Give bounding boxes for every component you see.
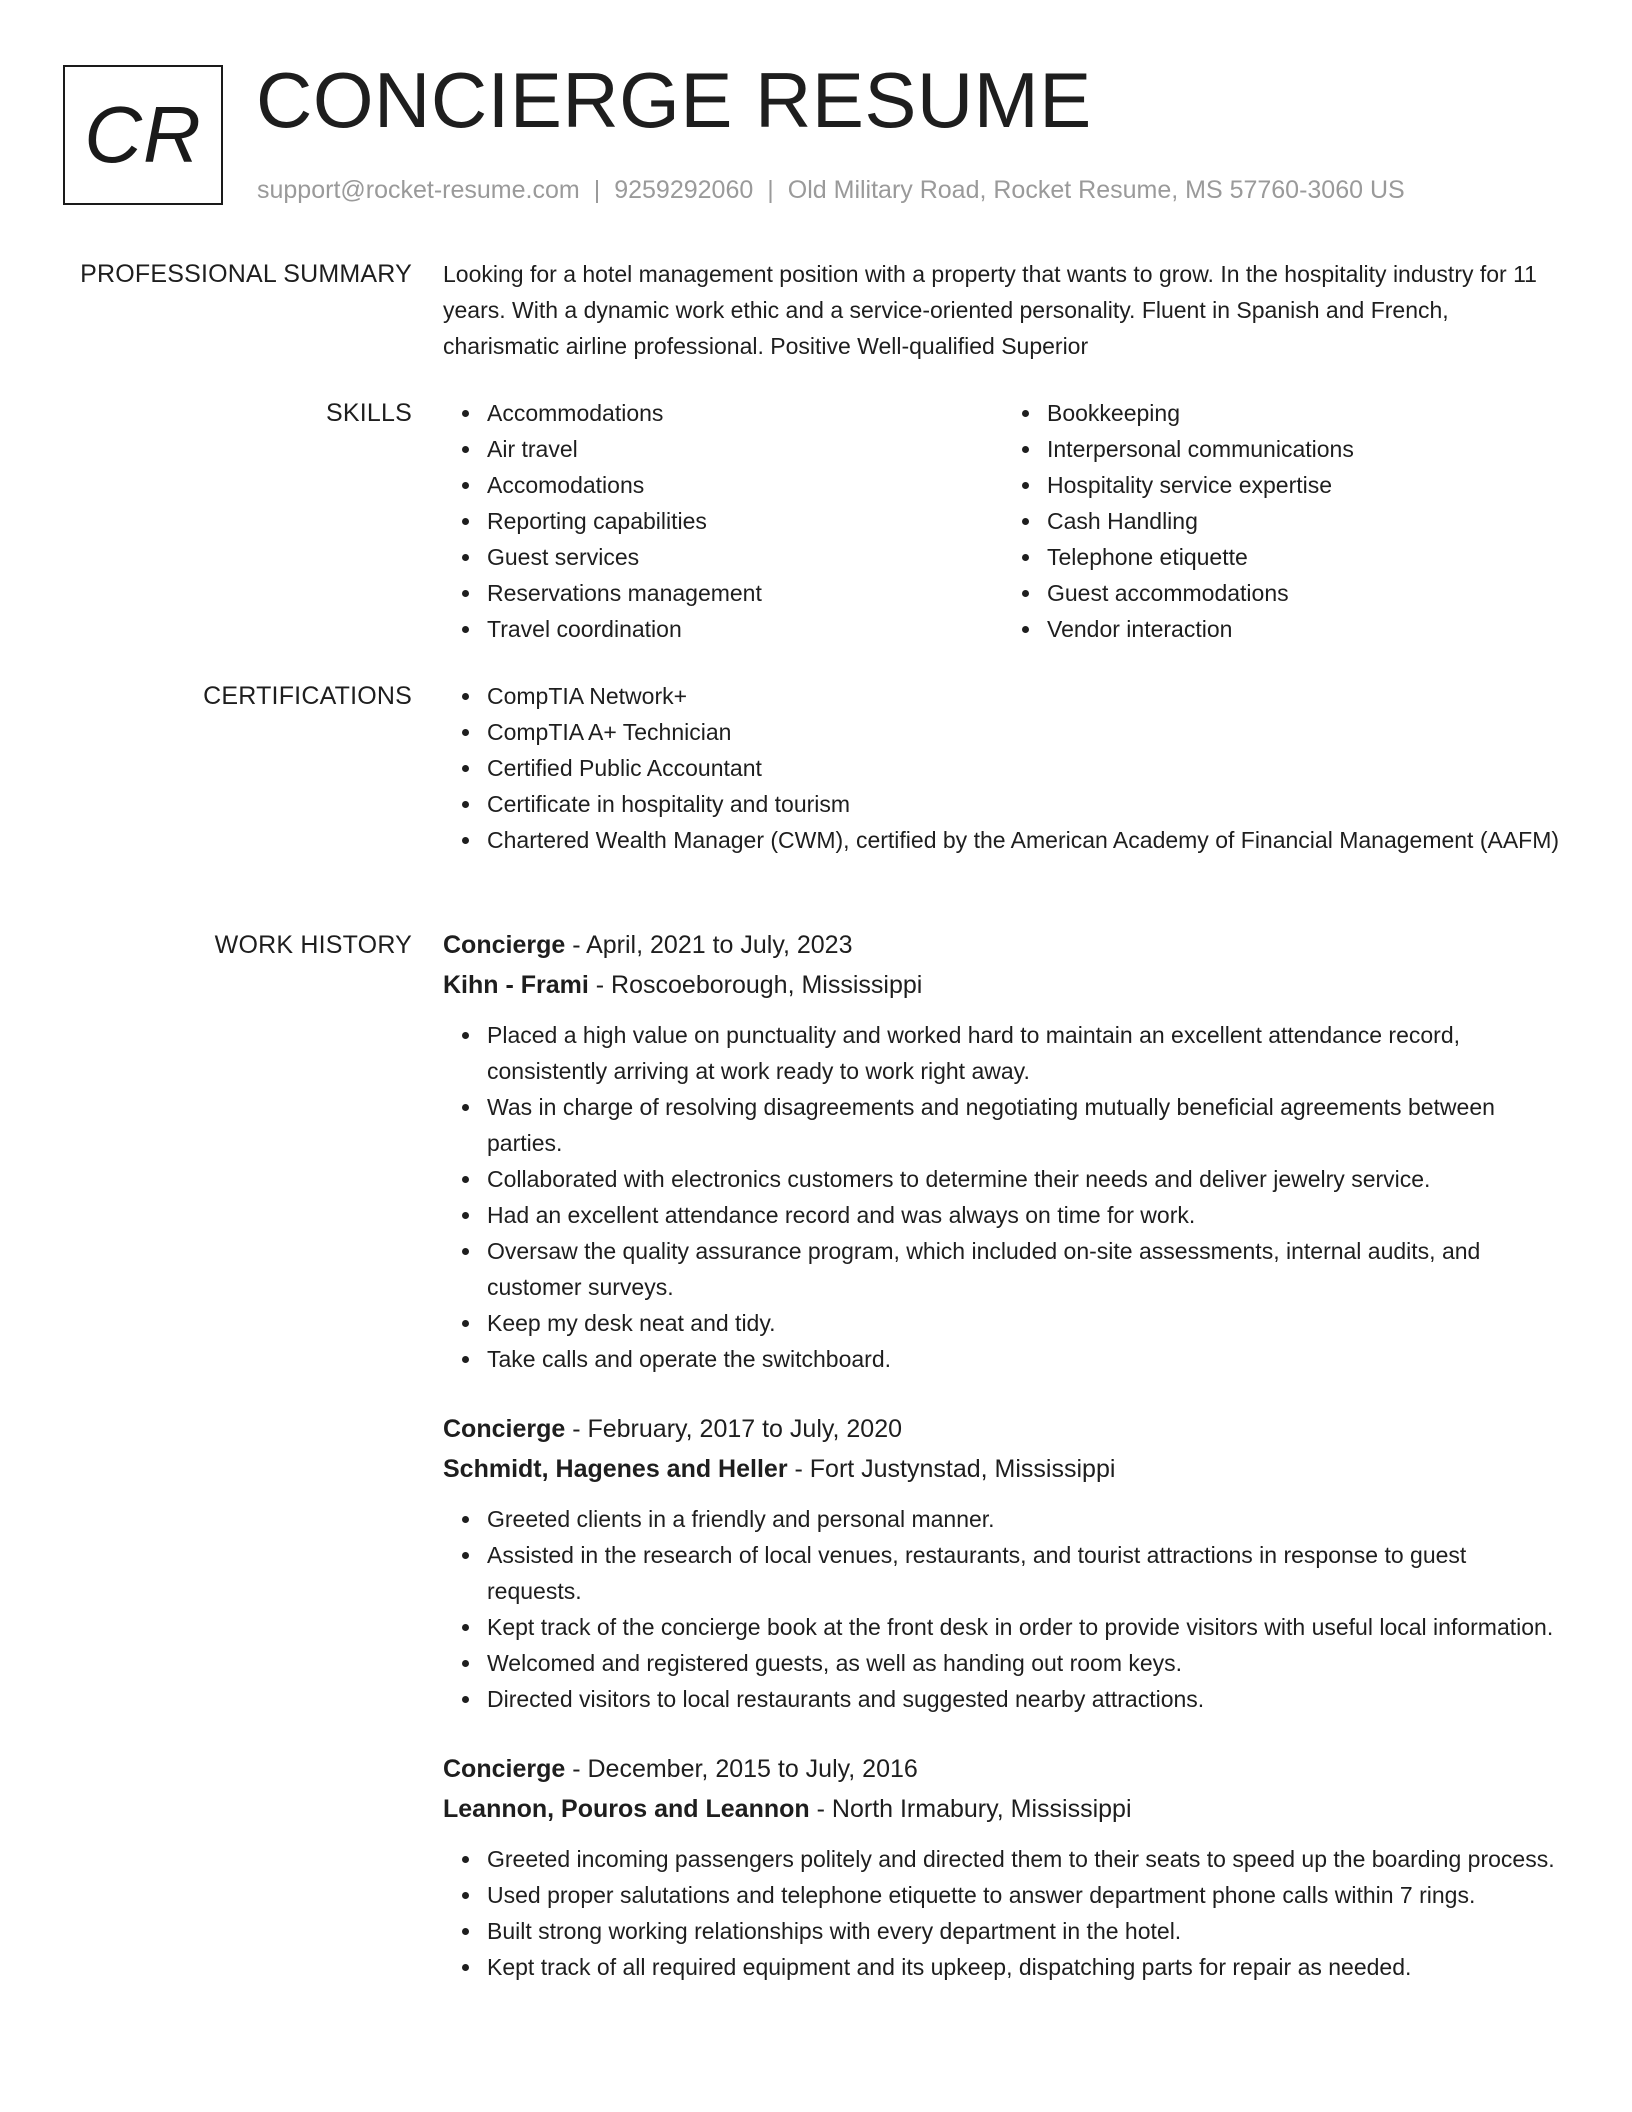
list-item: Guest accommodations [1047,575,1563,611]
list-item: Used proper salutations and telephone etiquette to answer department phone calls within 7 rings. [487,1877,1563,1913]
job-location: - Fort Justynstad, Mississippi [787,1455,1116,1483]
list-item: Vendor interaction [1047,611,1563,647]
job-entry [443,1409,1563,1717]
list-item: Oversaw the quality assurance program, which included on-site assessments, internal audits, and customer surveys. [487,1233,1563,1305]
list-item: Bookkeeping [1047,395,1563,431]
job-company: Schmidt, Hagenes and Heller [443,1455,788,1483]
certifications-list [443,678,1563,858]
list-item: Accommodations [487,395,1003,431]
job-bullets [443,1841,1563,1985]
job-company-line [443,1789,1563,1829]
list-item: Certificate in hospitality and tourism [487,786,1563,822]
job-company-line [443,965,1563,1005]
list-item: Assisted in the research of local venues, restaurants, and tourist attractions in response to guest requests. [487,1537,1563,1609]
job-location: - Roscoeborough, Mississippi [588,971,923,999]
job-bullets [443,1017,1563,1377]
job-dates: - April, 2021 to July, 2023 [565,931,853,959]
work-history-heading: WORK HISTORY [214,931,412,959]
job-dates: - February, 2017 to July, 2020 [565,1415,903,1443]
job-location: - North Irmabury, Mississippi [809,1795,1132,1823]
job-company-line [443,1449,1563,1489]
job-company: Leannon, Pouros and Leannon [443,1795,810,1823]
list-item: Telephone etiquette [1047,539,1563,575]
job-title: Concierge [443,1415,566,1443]
list-item: Take calls and operate the switchboard. [487,1341,1563,1377]
list-item: Greeted clients in a friendly and personal manner. [487,1501,1563,1537]
job-title-line [443,1749,1563,1789]
list-item: Welcomed and registered guests, as well as handing out room keys. [487,1645,1563,1681]
certifications-heading: CERTIFICATIONS [203,682,412,710]
contact-separator: | [593,176,601,204]
list-item: Accomodations [487,467,1003,503]
skills-list-left [443,395,1003,647]
job-title-line [443,1409,1563,1449]
job-title: Concierge [443,1755,566,1783]
list-item: Hospitality service expertise [1047,467,1563,503]
job-entry [443,1749,1563,1985]
list-item: Reservations management [487,575,1003,611]
skills-body [443,395,1563,647]
summary-body [443,256,1563,364]
list-item: Built strong working relationships with every department in the hotel. [487,1913,1563,1949]
list-item: Guest services [487,539,1003,575]
list-item: Chartered Wealth Manager (CWM), certified by the American Academy of Financial Management (AAFM) [487,822,1563,858]
summary-text: Looking for a hotel management position with a property that wants to grow. In the hospitality industry for 11 years. With a dynamic work ethic and a service-oriented personality. Fluent in Spanish and French, charismatic airline professional. Positive Well-qualified Superior [443,261,1537,359]
monogram-box [63,65,223,205]
contact-email[interactable]: support@rocket-resume.com [257,176,580,204]
job-dates: - December, 2015 to July, 2016 [565,1755,918,1783]
list-item: CompTIA Network+ [487,678,1563,714]
list-item: Keep my desk neat and tidy. [487,1305,1563,1341]
list-item: Greeted incoming passengers politely and directed them to their seats to speed up the boarding process. [487,1841,1563,1877]
list-item: Was in charge of resolving disagreements and negotiating mutually beneficial agreements between parties. [487,1089,1563,1161]
list-item: Interpersonal communications [1047,431,1563,467]
contact-line [257,174,1405,207]
list-item: Air travel [487,431,1003,467]
work-history-body [443,925,1563,2017]
list-item: Certified Public Accountant [487,750,1563,786]
list-item: CompTIA A+ Technician [487,714,1563,750]
list-item: Kept track of all required equipment and its upkeep, dispatching parts for repair as needed. [487,1949,1563,1985]
list-item: Directed visitors to local restaurants and suggested nearby attractions. [487,1681,1563,1717]
list-item: Reporting capabilities [487,503,1003,539]
job-entry [443,925,1563,1377]
job-title: Concierge [443,931,566,959]
list-item: Placed a high value on punctuality and worked hard to maintain an excellent attendance record, consistently arriving at work ready to work right away. [487,1017,1563,1089]
list-item: Travel coordination [487,611,1003,647]
job-title-line [443,925,1563,965]
resume-title: CONCIERGE RESUME [256,56,1092,144]
contact-phone[interactable]: 9259292060 [614,176,754,204]
summary-heading: PROFESSIONAL SUMMARY [80,260,412,288]
list-item: Collaborated with electronics customers to determine their needs and deliver jewelry service. [487,1161,1563,1197]
contact-address: Old Military Road, Rocket Resume, MS 57760-3060 US [787,176,1405,204]
list-item: Had an excellent attendance record and was always on time for work. [487,1197,1563,1233]
list-item: Kept track of the concierge book at the front desk in order to provide visitors with useful local information. [487,1609,1563,1645]
job-company: Kihn - Frami [443,971,589,999]
skills-list-right [1003,395,1563,647]
skills-heading: SKILLS [326,399,412,427]
contact-separator: | [767,176,774,204]
monogram-initials: CR [84,90,202,179]
list-item: Cash Handling [1047,503,1563,539]
job-bullets [443,1501,1563,1717]
certifications-body [443,678,1563,858]
